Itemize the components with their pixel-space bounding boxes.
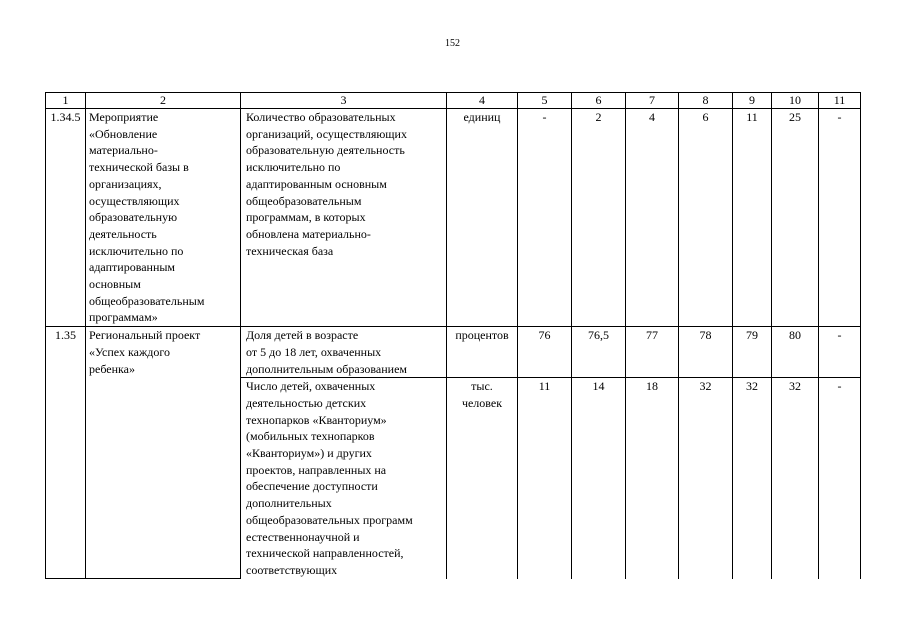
row-value: 76,5	[572, 327, 626, 378]
row-name: Региональный проект «Успех каждого ребенка»	[86, 327, 241, 579]
column-header: 7	[626, 93, 679, 109]
row-value: -	[819, 109, 861, 327]
table-header-row	[46, 93, 861, 109]
column-header: 1	[46, 93, 86, 109]
row-indicator: Доля детей в возрасте от 5 до 18 лет, охваченных дополнительным образованием	[241, 327, 447, 378]
row-value: 6	[679, 109, 733, 327]
row-value: 78	[679, 327, 733, 378]
row-value: 25	[772, 109, 819, 327]
row-value: 32	[679, 378, 733, 579]
column-header: 2	[86, 93, 241, 109]
column-header: 11	[819, 93, 861, 109]
row-unit: единиц	[447, 109, 518, 327]
row-value: 4	[626, 109, 679, 327]
row-value: -	[518, 109, 572, 327]
row-value: 76	[518, 327, 572, 378]
row-value: 79	[733, 327, 772, 378]
row-value: 32	[772, 378, 819, 579]
column-header: 4	[447, 93, 518, 109]
row-id: 1.35	[46, 327, 86, 579]
table-row	[46, 327, 861, 378]
row-value: 77	[626, 327, 679, 378]
column-header: 8	[679, 93, 733, 109]
row-unit: тыс. человек	[447, 378, 518, 579]
column-header: 6	[572, 93, 626, 109]
row-value: -	[819, 327, 861, 378]
row-id: 1.34.5	[46, 109, 86, 327]
column-header: 9	[733, 93, 772, 109]
row-value: 11	[518, 378, 572, 579]
row-name: Мероприятие «Обновление материально- технической базы в организациях, осуществляющих образовательную деятельность исключительно по адаптированным основным общеобразовательным программам»	[86, 109, 241, 327]
row-value: 11	[733, 109, 772, 327]
row-value: 32	[733, 378, 772, 579]
row-unit: процентов	[447, 327, 518, 378]
row-value: -	[819, 378, 861, 579]
row-value: 14	[572, 378, 626, 579]
column-header: 3	[241, 93, 447, 109]
column-header: 5	[518, 93, 572, 109]
row-indicator: Количество образовательных организаций, осуществляющих образовательную деятельность исключительно по адаптированным основным общеобразовательным программам, в которых обновлена материально- техническая база	[241, 109, 447, 327]
page-number: 152	[445, 38, 460, 49]
row-value: 80	[772, 327, 819, 378]
row-value: 18	[626, 378, 679, 579]
indicators-table	[45, 92, 861, 579]
row-value: 2	[572, 109, 626, 327]
table-row	[46, 109, 861, 327]
row-indicator: Число детей, охваченных деятельностью детских технопарков «Кванториум» (мобильных технопарков «Кванториум») и других проектов, направленных на обеспечение доступности дополнительных общеобразовательных программ естественнонаучной и технической направленностей, соответствующих	[241, 378, 447, 579]
column-header: 10	[772, 93, 819, 109]
